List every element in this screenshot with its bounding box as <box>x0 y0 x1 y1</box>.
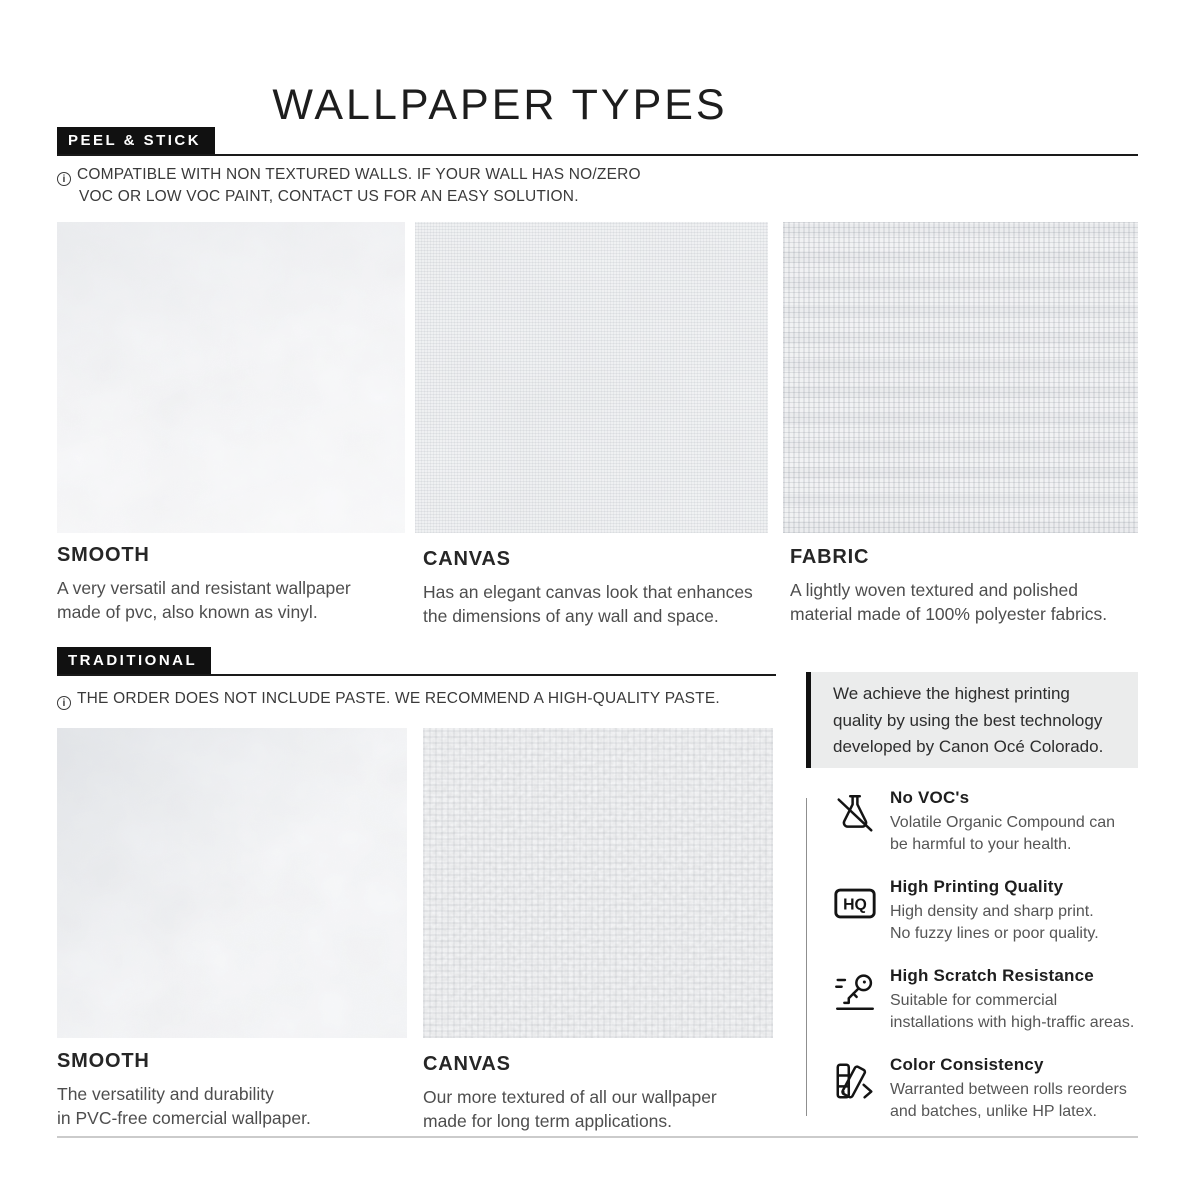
swatch-title: CANVAS <box>423 1053 511 1075</box>
quality-note-line: We achieve the highest printing <box>833 684 1070 703</box>
note-line: THE ORDER DOES NOT INCLUDE PASTE. WE RECOMMEND A HIGH-QUALITY PASTE. <box>77 690 720 707</box>
quality-note-box <box>806 672 1138 768</box>
swatch-desc-line: A very versatil and resistant wallpaper <box>57 578 351 598</box>
swatch-desc-line: in PVC-free comercial wallpaper. <box>57 1108 311 1128</box>
info-icon: i <box>57 172 71 186</box>
feature-desc-line: High density and sharp print. <box>890 903 1094 920</box>
canvas-peel-stick-texture-swatch <box>415 222 768 533</box>
key-scratch-icon <box>832 969 878 1015</box>
swatch-desc-line: A lightly woven textured and polished <box>790 580 1078 600</box>
traditional-chip: TRADITIONAL <box>57 647 211 674</box>
page-title: WALLPAPER TYPES <box>272 80 728 129</box>
canvas-traditional-texture-swatch <box>423 728 773 1038</box>
svg-text:HQ: HQ <box>843 896 867 914</box>
peel-stick-section-header <box>57 128 1138 156</box>
feature-desc-line: and batches, unlike HP latex. <box>890 1103 1097 1120</box>
quality-note-line: quality by using the best technology <box>833 710 1103 730</box>
color-swatchbook-icon <box>832 1058 878 1104</box>
feature-desc-line: Warranted between rolls reorders <box>890 1081 1127 1098</box>
feature-desc-line: Suitable for commercial <box>890 992 1058 1009</box>
swatch-desc-line: made for long term applications. <box>423 1111 673 1131</box>
swatch-desc-line: Our more textured of all our wallpaper <box>423 1087 717 1107</box>
smooth-peel-stick-label <box>57 544 351 624</box>
no-voc-flask-icon <box>832 791 878 837</box>
canvas-traditional-label <box>423 1053 717 1133</box>
note-line: VOC OR LOW VOC PAINT, CONTACT US FOR AN EASY SOLUTION. <box>79 188 579 205</box>
swatch-desc-line: material made of 100% polyester fabrics. <box>790 604 1108 624</box>
swatch-desc-line: The versatility and durability <box>57 1084 274 1104</box>
hq-badge-icon <box>832 880 878 926</box>
note-line: COMPATIBLE WITH NON TEXTURED WALLS. IF YOUR WALL HAS NO/ZERO <box>77 166 641 183</box>
feature-title: High Scratch Resistance <box>890 966 1094 985</box>
quality-note-line: developed by Canon Océ Colorado. <box>833 737 1104 756</box>
smooth-traditional-label <box>57 1050 311 1130</box>
feature-desc-line: Volatile Organic Compound can <box>890 814 1116 831</box>
fabric-peel-stick-label <box>790 546 1107 626</box>
feature-desc-line: installations with high-traffic areas. <box>890 1014 1135 1031</box>
feature-title: High Printing Quality <box>890 877 1064 896</box>
smooth-peel-stick-texture-swatch <box>57 222 405 533</box>
feature-color-consistency <box>806 1055 1166 1123</box>
feature-no-voc <box>806 788 1166 856</box>
feature-desc-line: be harmful to your health. <box>890 836 1072 853</box>
swatch-title: CANVAS <box>423 548 511 570</box>
canvas-peel-stick-label <box>423 548 753 628</box>
bottom-divider-line <box>57 1136 1138 1138</box>
smooth-traditional-texture-swatch <box>57 728 407 1038</box>
feature-title: Color Consistency <box>890 1055 1044 1074</box>
swatch-desc-line: Has an elegant canvas look that enhances <box>423 582 753 602</box>
feature-high-scratch-resistance <box>806 966 1166 1034</box>
info-icon: i <box>57 696 71 710</box>
swatch-desc-line: the dimensions of any wall and space. <box>423 606 719 626</box>
swatch-title: FABRIC <box>790 546 870 568</box>
swatch-title: SMOOTH <box>57 544 150 566</box>
swatch-desc-line: made of pvc, also known as vinyl. <box>57 602 318 622</box>
features-list <box>806 788 1166 1144</box>
traditional-section-header <box>57 648 776 676</box>
peel-stick-chip: PEEL & STICK <box>57 127 215 154</box>
fabric-peel-stick-texture-swatch <box>783 222 1138 533</box>
peel-stick-note <box>57 164 641 208</box>
traditional-note <box>57 688 720 710</box>
swatch-title: SMOOTH <box>57 1050 150 1072</box>
feature-title: No VOC's <box>890 788 970 807</box>
feature-high-printing-quality <box>806 877 1166 945</box>
feature-desc-line: No fuzzy lines or poor quality. <box>890 925 1099 942</box>
